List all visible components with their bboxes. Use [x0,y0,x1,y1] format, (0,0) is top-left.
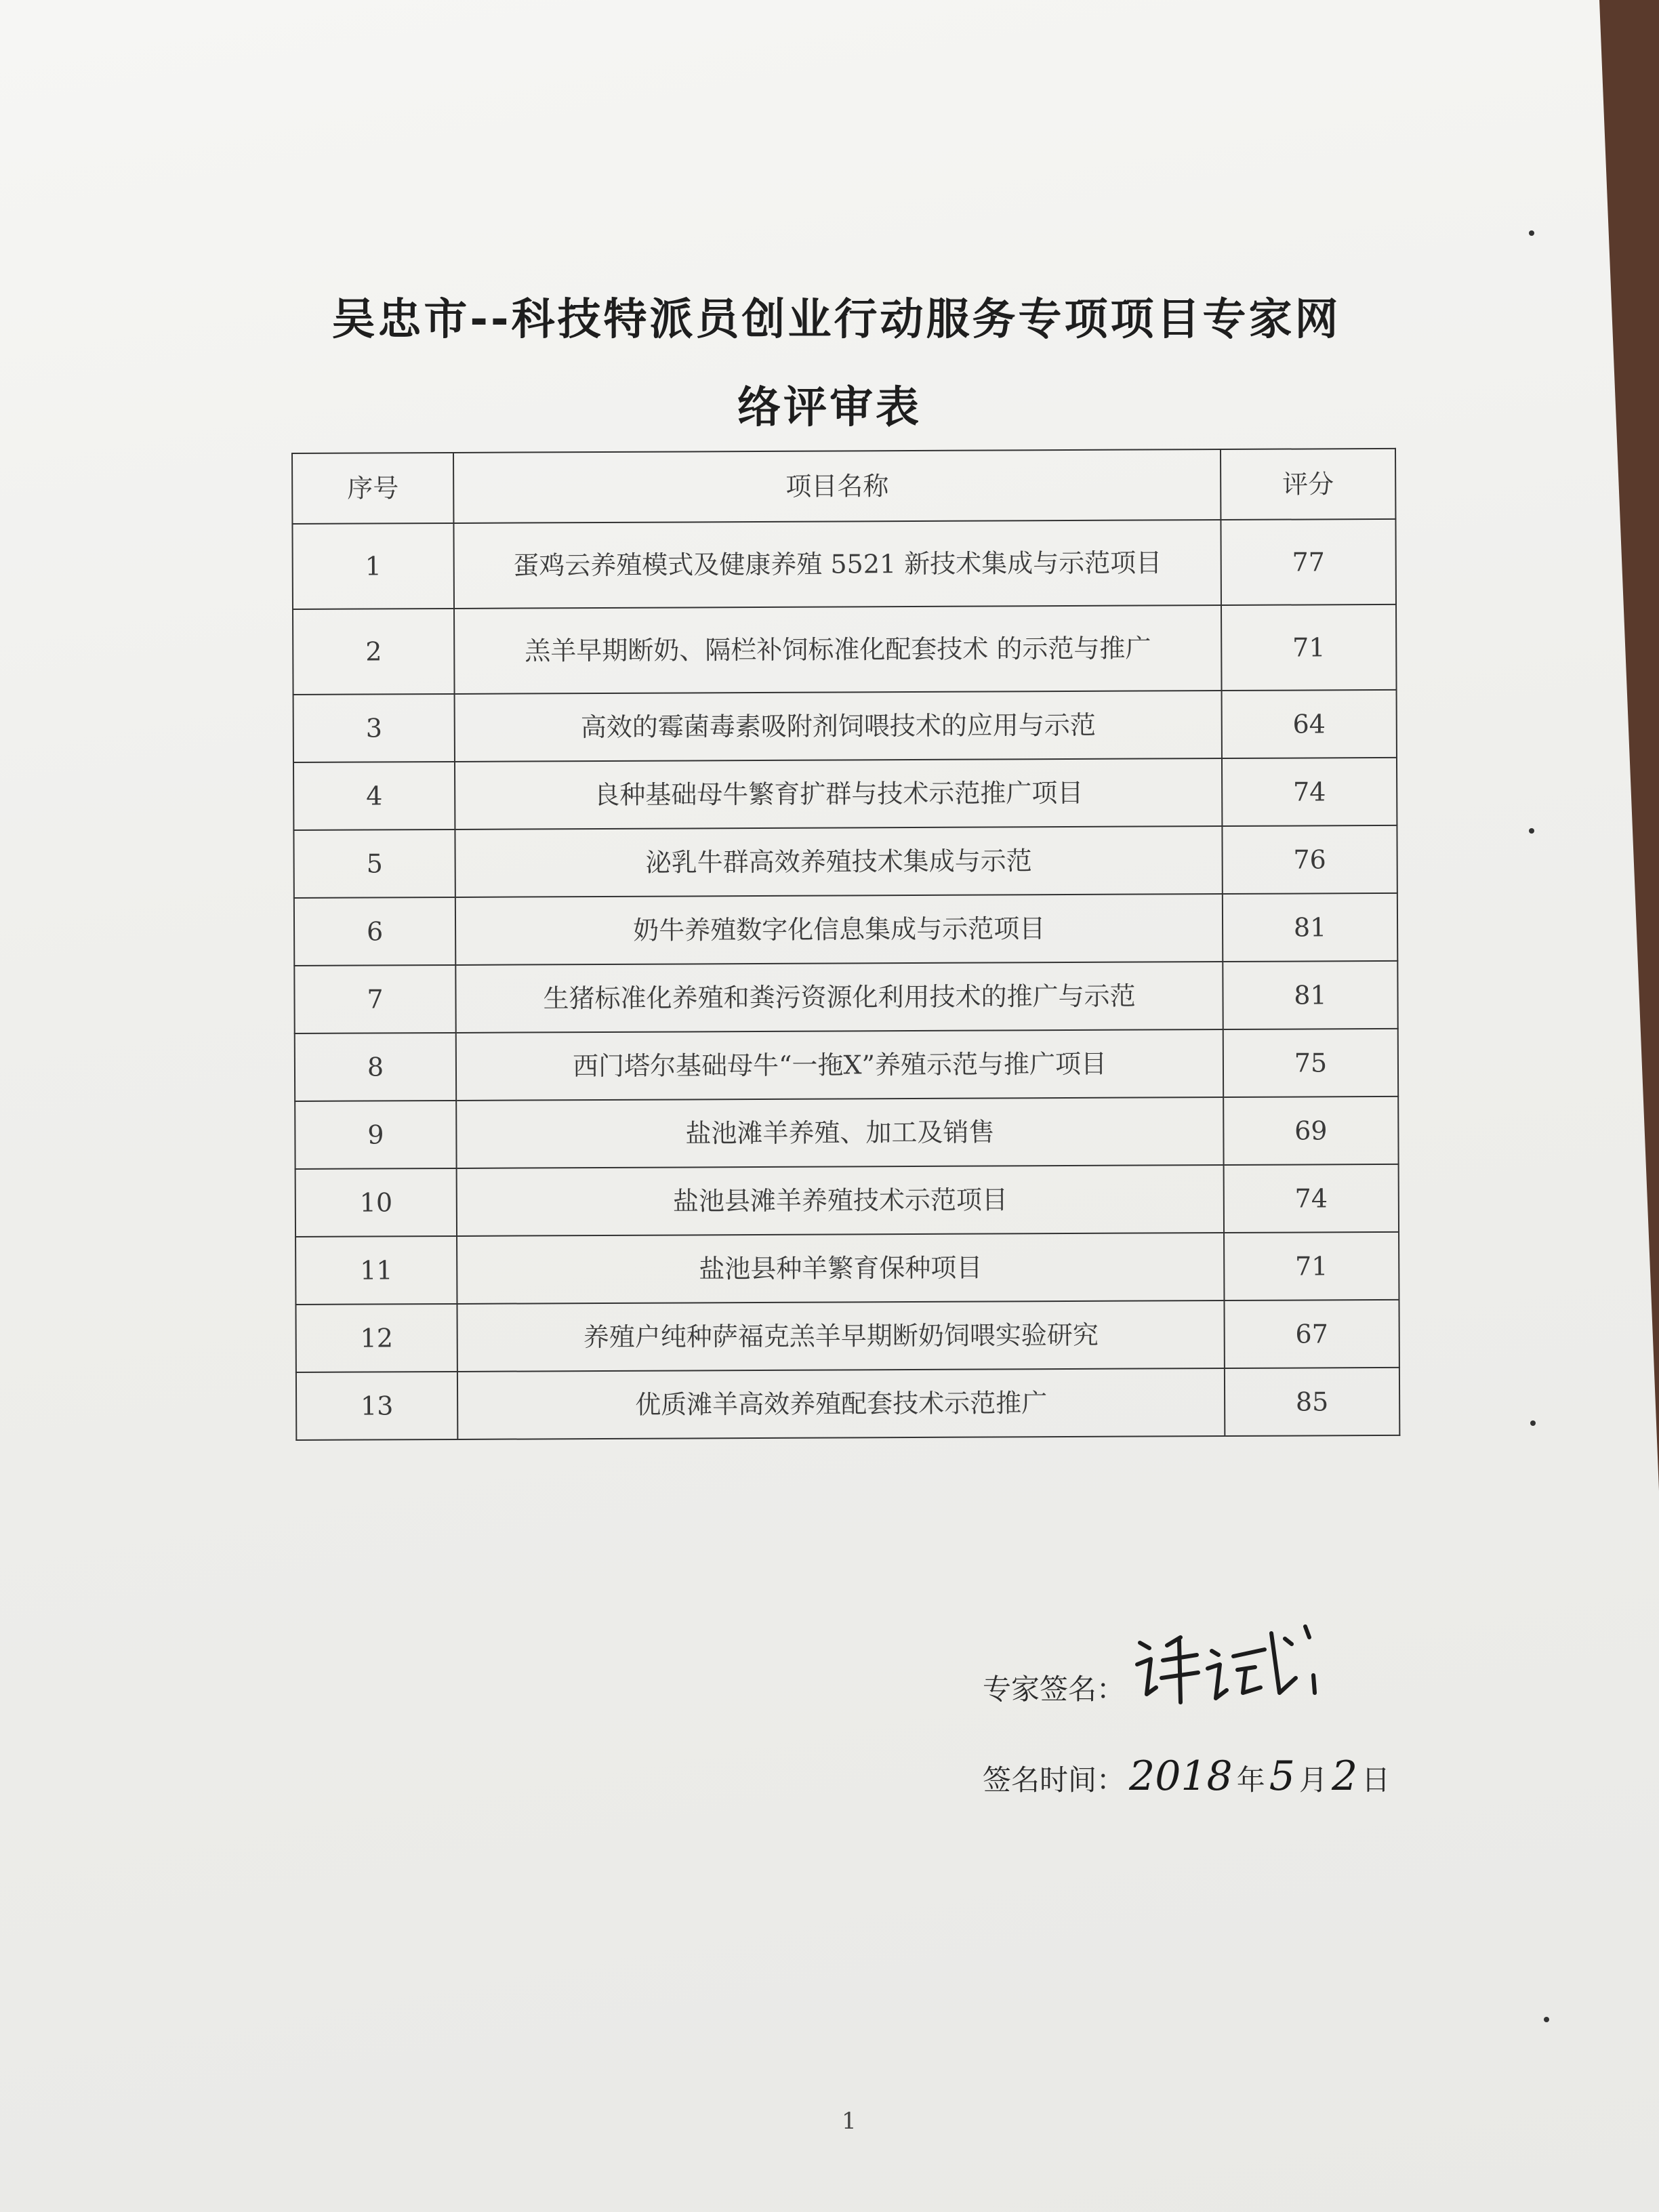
row-number: 1 [292,523,454,609]
row-score: 81 [1223,961,1397,1029]
table-row [294,893,1397,966]
row-score: 74 [1222,758,1397,826]
row-project-name: 盐池县种羊繁育保种项目 [457,1233,1224,1304]
table-row [293,758,1397,830]
table-row [295,1029,1398,1101]
row-number: 7 [294,965,456,1033]
row-number: 11 [295,1236,457,1305]
document-title-line-2: 络评审表 [737,383,922,433]
table-row [292,519,1396,609]
review-table [291,448,1400,1441]
date-day: 2 [1331,1753,1358,1800]
expert-signature-line [983,1667,1125,1708]
row-project-name: 奶牛养殖数字化信息集成与示范项目 [455,894,1223,965]
signature-label: 专家签名： [983,1673,1126,1706]
table-header-row [292,449,1395,524]
table-row [295,1097,1398,1169]
row-score: 81 [1223,893,1397,962]
row-score: 71 [1221,605,1397,691]
row-number: 4 [293,762,455,830]
table-row [295,1300,1399,1372]
day-unit: 日 [1361,1763,1391,1797]
page-number: 1 [842,2108,857,2135]
date-label: 签名时间： [983,1763,1126,1797]
row-score: 64 [1222,690,1397,758]
header-score: 评分 [1221,449,1395,520]
header-serial-number: 序号 [292,453,454,524]
row-project-name: 高效的霉菌毒素吸附剂饲喂技术的应用与示范 [455,691,1222,762]
row-project-name: 良种基础母牛繁育扩群与技术示范推广项目 [455,758,1222,830]
row-project-name: 蛋鸡云养殖模式及健康养殖 5521 新技术集成与示范项目 [454,520,1221,609]
margin-dot [1529,828,1534,834]
row-number: 6 [294,897,456,966]
month-unit: 月 [1298,1763,1328,1797]
row-score: 77 [1221,519,1396,605]
row-number: 9 [295,1101,457,1169]
row-number: 13 [296,1372,458,1440]
row-project-name: 泌乳牛群高效养殖技术集成与示范 [455,826,1223,897]
row-project-name: 生猪标准化养殖和粪污资源化利用技术的推广与示范 [455,962,1223,1033]
signature-date-line [983,1753,1390,1800]
table-row [295,1164,1399,1237]
date-year: 2018 [1129,1753,1233,1800]
row-score: 67 [1224,1300,1399,1368]
row-score: 74 [1224,1164,1399,1233]
row-project-name: 盐池县滩羊养殖技术示范项目 [457,1165,1224,1236]
row-number: 8 [295,1033,457,1101]
date-month: 5 [1269,1753,1295,1800]
row-score: 71 [1224,1232,1399,1300]
row-number: 12 [295,1304,457,1372]
year-unit: 年 [1236,1763,1265,1797]
table-row [293,690,1397,762]
row-number: 3 [293,694,455,762]
row-project-name: 盐池滩羊养殖、加工及销售 [456,1097,1223,1168]
table-row [293,605,1397,695]
row-score: 76 [1222,825,1397,894]
handwritten-signature [1132,1613,1335,1715]
row-project-name: 西门塔尔基础母牛“一拖X”养殖示范与推广项目 [456,1029,1223,1101]
row-project-name: 养殖户纯种萨福克羔羊早期断奶饲喂实验研究 [457,1300,1225,1372]
header-project-name: 项目名称 [453,449,1221,523]
table-row [294,961,1397,1033]
row-project-name: 羔羊早期断奶、隔栏补饲标准化配套技术 的示范与推广 [454,605,1221,694]
row-number: 5 [293,830,455,898]
margin-dot [1529,230,1534,236]
table-row [293,825,1397,898]
row-number: 2 [293,609,455,695]
row-project-name: 优质滩羊高效养殖配套技术示范推广 [457,1368,1225,1439]
margin-dot [1544,2017,1549,2022]
row-score: 85 [1225,1368,1399,1436]
table-row [295,1232,1399,1305]
margin-dot [1530,1420,1536,1426]
row-number: 10 [295,1168,457,1237]
row-score: 69 [1223,1097,1398,1165]
document-title-line-1: 吴忠市--科技特派员创业行动服务专项项目专家网 [331,295,1341,345]
table-row [296,1368,1399,1440]
row-score: 75 [1223,1029,1398,1097]
